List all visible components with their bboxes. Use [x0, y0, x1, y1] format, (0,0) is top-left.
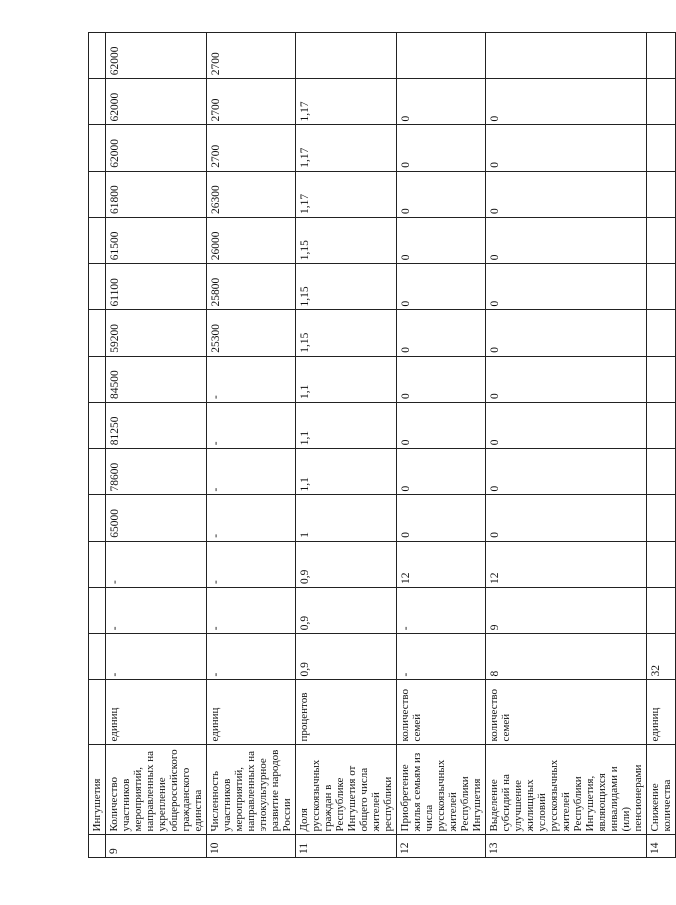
table-body — [89, 33, 676, 858]
value-cell: 62000 — [106, 125, 207, 171]
value-cell: 32 — [647, 634, 676, 680]
value-cell: 84500 — [106, 356, 207, 402]
value-cell: 1,1 — [296, 449, 397, 495]
value-cell — [89, 218, 106, 264]
value-cell — [647, 541, 676, 587]
value-cell: 0,9 — [296, 634, 397, 680]
value-cell: 0,9 — [296, 541, 397, 587]
value-cell — [89, 634, 106, 680]
value-cell: 1 — [296, 495, 397, 541]
value-cell: 0 — [397, 125, 486, 171]
value-cell: 65000 — [106, 495, 207, 541]
value-cell: 1,15 — [296, 264, 397, 310]
row-index-cell: 10 — [207, 835, 296, 858]
row-name-cell: Численность участников мероприятий, направленных на этнокультурное развитие народов России — [207, 745, 296, 835]
value-cell — [89, 79, 106, 125]
value-cell: 0,9 — [296, 588, 397, 634]
value-cell: 8 — [486, 634, 647, 680]
value-cell — [89, 171, 106, 217]
value-cell — [89, 264, 106, 310]
row-index-cell: 14 — [647, 835, 676, 858]
value-cell: - — [207, 588, 296, 634]
value-cell: 1,15 — [296, 218, 397, 264]
value-cell: 0 — [397, 495, 486, 541]
value-cell: 0 — [486, 449, 647, 495]
value-cell: 9 — [486, 588, 647, 634]
value-cell — [647, 588, 676, 634]
value-cell — [647, 33, 676, 79]
value-cell — [296, 33, 397, 79]
value-cell — [647, 356, 676, 402]
row-index-cell: 12 — [397, 835, 486, 858]
value-cell: 62000 — [106, 79, 207, 125]
value-cell — [89, 541, 106, 587]
row-name-cell: Снижение количества — [647, 745, 676, 835]
value-cell: 0 — [486, 218, 647, 264]
value-cell — [89, 495, 106, 541]
value-cell: 0 — [397, 171, 486, 217]
value-cell: 1,1 — [296, 403, 397, 449]
value-cell: 0 — [486, 79, 647, 125]
value-cell: 59200 — [106, 310, 207, 356]
value-cell: - — [207, 449, 296, 495]
value-cell: 0 — [397, 310, 486, 356]
value-cell: 0 — [486, 495, 647, 541]
value-cell: - — [106, 634, 207, 680]
value-cell — [647, 264, 676, 310]
indicators-table — [88, 32, 676, 858]
row-name-cell: Ингушетия — [89, 745, 106, 835]
value-cell: 1,17 — [296, 79, 397, 125]
value-cell — [397, 33, 486, 79]
value-cell: 62000 — [106, 33, 207, 79]
value-cell: 12 — [486, 541, 647, 587]
value-cell — [89, 356, 106, 402]
table-row — [106, 33, 207, 858]
value-cell — [89, 449, 106, 495]
row-index-cell: 11 — [296, 835, 397, 858]
row-unit-cell: единиц — [106, 680, 207, 745]
value-cell: - — [397, 588, 486, 634]
value-cell: 0 — [486, 171, 647, 217]
value-cell: 0 — [486, 264, 647, 310]
value-cell: 61500 — [106, 218, 207, 264]
value-cell — [486, 33, 647, 79]
value-cell: 1,15 — [296, 310, 397, 356]
value-cell — [89, 33, 106, 79]
value-cell — [89, 310, 106, 356]
value-cell: - — [207, 495, 296, 541]
value-cell: 0 — [486, 356, 647, 402]
value-cell: 0 — [397, 356, 486, 402]
value-cell: 61800 — [106, 171, 207, 217]
value-cell: 2700 — [207, 125, 296, 171]
value-cell: 1,1 — [296, 356, 397, 402]
value-cell: - — [207, 356, 296, 402]
value-cell: 0 — [486, 310, 647, 356]
value-cell: 0 — [397, 449, 486, 495]
value-cell — [647, 449, 676, 495]
table-row — [397, 33, 486, 858]
value-cell: 61100 — [106, 264, 207, 310]
value-cell: 25300 — [207, 310, 296, 356]
value-cell: - — [207, 403, 296, 449]
value-cell: 12 — [397, 541, 486, 587]
value-cell — [647, 79, 676, 125]
row-name-cell: Доля русскоязычных граждан в Республике Ингушетия от общего числа жителей республики — [296, 745, 397, 835]
row-name-cell: Приобретение жилья семьям из числа русскоязычных жителей Республики Ингушетия — [397, 745, 486, 835]
row-index-cell: 9 — [106, 835, 207, 858]
value-cell: - — [207, 541, 296, 587]
row-name-cell: Выделение субсидий на улучшение жилищных условий русскоязычных жителей Республики Ингушетия, являющихся инвалидами и (или) пенсионерами — [486, 745, 647, 835]
value-cell — [647, 218, 676, 264]
table-row — [296, 33, 397, 858]
value-cell: 0 — [397, 218, 486, 264]
value-cell — [647, 310, 676, 356]
value-cell: 2700 — [207, 79, 296, 125]
value-cell: - — [207, 634, 296, 680]
table-row — [207, 33, 296, 858]
value-cell: 26000 — [207, 218, 296, 264]
value-cell — [647, 171, 676, 217]
value-cell: 0 — [397, 264, 486, 310]
value-cell: - — [106, 588, 207, 634]
value-cell — [647, 495, 676, 541]
table-row-top — [89, 33, 106, 858]
value-cell — [89, 588, 106, 634]
value-cell: 0 — [486, 125, 647, 171]
value-cell: - — [106, 541, 207, 587]
value-cell: 26300 — [207, 171, 296, 217]
value-cell: 81250 — [106, 403, 207, 449]
value-cell: 1,17 — [296, 125, 397, 171]
value-cell — [89, 403, 106, 449]
row-index-cell — [89, 835, 106, 858]
value-cell: 25800 — [207, 264, 296, 310]
value-cell — [89, 680, 106, 745]
value-cell: - — [397, 634, 486, 680]
value-cell: 0 — [397, 403, 486, 449]
value-cell — [647, 403, 676, 449]
value-cell: 2700 — [207, 33, 296, 79]
row-unit-cell: единиц — [207, 680, 296, 745]
row-unit-cell: единиц — [647, 680, 676, 745]
rotated-table-container — [88, 32, 673, 858]
value-cell: 0 — [397, 79, 486, 125]
value-cell — [647, 125, 676, 171]
value-cell: 78600 — [106, 449, 207, 495]
row-unit-cell: количество семей — [397, 680, 486, 745]
table-row — [647, 33, 676, 858]
row-unit-cell: количество семей — [486, 680, 647, 745]
row-unit-cell: процентов — [296, 680, 397, 745]
row-index-cell: 13 — [486, 835, 647, 858]
value-cell: 0 — [486, 403, 647, 449]
value-cell — [89, 125, 106, 171]
value-cell: 1,17 — [296, 171, 397, 217]
row-name-cell: Количество участников мероприятий, направленных на укрепление общероссийского гражданского единства — [106, 745, 207, 835]
table-row — [486, 33, 647, 858]
